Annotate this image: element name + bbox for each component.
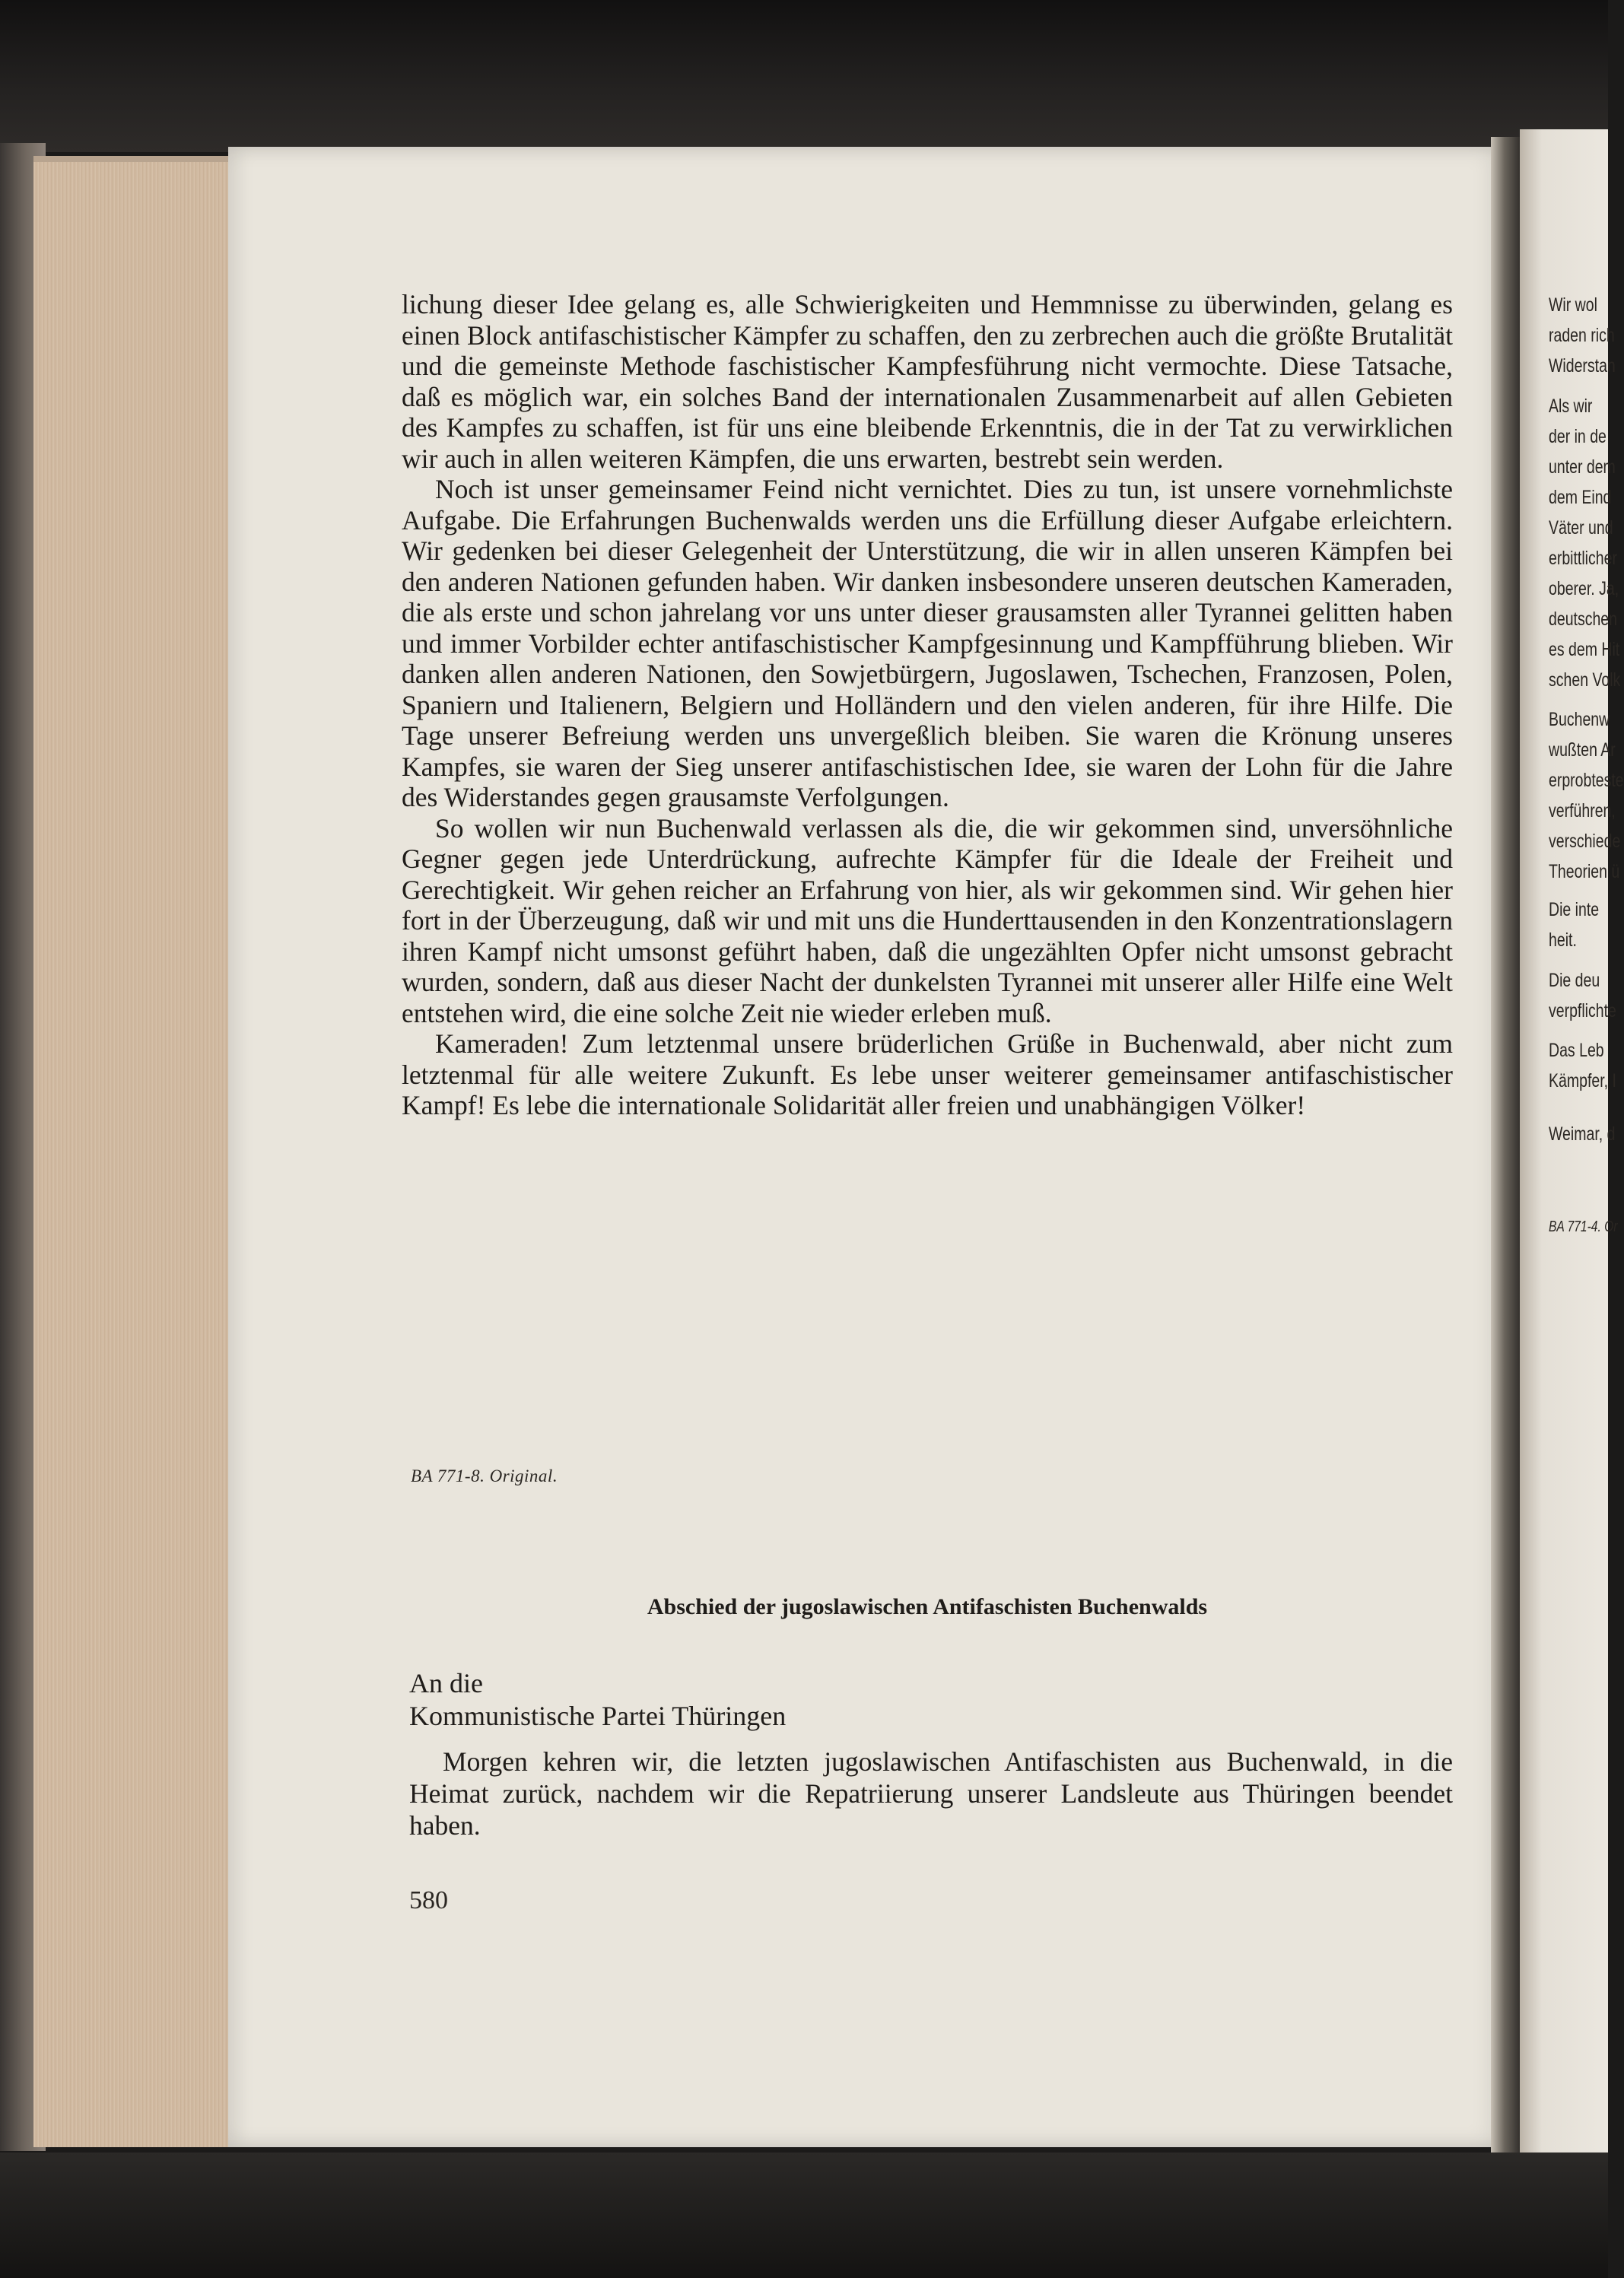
- facing-line: der in de: [1549, 426, 1607, 447]
- facing-line: wußten Ar: [1549, 739, 1616, 761]
- facing-line: heit.: [1549, 929, 1577, 951]
- facing-line: Als wir: [1549, 396, 1593, 417]
- paragraph-2: Noch ist unser gemeinsamer Feind nicht vernichtet. Dies zu tun, ist unsere vornehmlichste Aufgabe. Die Erfahrungen Buchenwalds werden uns die Erfüllung dieser Aufgabe erleichtern. Wir gedenken bei dieser Gelegenheit der Unterstützung, die wir in allen unseren Kämpfen bei den anderen Nationen gefunden haben. Wir danken insbesondere unseren deutschen Kameraden, die als erste und schon jahrelang vor uns unter dieser grausamsten aller Tyrannei gelitten haben und immer Vorbilder echter antifaschistischer Kampfgesinnung und Kampfführung blieben. Wir danken allen anderen Nationen, den Sowjetbürgern, Jugoslawen, Tschechen, Franzosen, Polen, Spaniern und Italienern, Belgiern und Holländern und den vielen anderen, für ihre Hilfe. Die Tage unserer Befreiung werden uns unvergeßlich bleiben. Sie waren die Krönung unseres Kampfes, sie waren der Sieg unserer antifaschistischen Idee, sie waren der Lohn für die Jahre des Widerstandes gegen grausamste Verfolgungen.: [402, 474, 1453, 812]
- paragraph-4: Kameraden! Zum letztenmal unsere brüderlichen Grüße in Buchenwald, aber nicht zum letztenmal für alle weitere Zukunft. Es lebe unser weiterer gemeinsamer antifaschistischer Kampf! Es lebe die internationale Solidarität aller freien und unabhängigen Völker!: [402, 1028, 1453, 1120]
- source-citation: BA 771-8. Original.: [411, 1466, 558, 1485]
- facing-line: Die deu: [1549, 970, 1600, 991]
- facing-line: Kämpfer, I: [1549, 1070, 1616, 1091]
- facing-line: Weimar, d: [1549, 1123, 1616, 1145]
- facing-line: Theorien ü: [1549, 861, 1620, 882]
- main-text: [402, 289, 1453, 1121]
- book-cover-top: [0, 0, 1608, 152]
- address-line-1: An die: [409, 1668, 483, 1698]
- facing-line: oberer. Ja,: [1549, 578, 1619, 599]
- facing-line: raden rich: [1549, 325, 1615, 346]
- facing-line: verführen,: [1549, 800, 1616, 821]
- facing-line: Buchenw: [1549, 709, 1610, 730]
- page-number: 580: [409, 1886, 448, 1914]
- facing-line: deutschen: [1549, 608, 1617, 630]
- facing-line: erbittlicher: [1549, 548, 1617, 569]
- facing-line: Das Leb: [1549, 1040, 1604, 1061]
- paragraph-3: So wollen wir nun Buchenwald verlassen als die, die wir gekommen sind, unversöhnliche Gegner gegen jede Unterdrückung, aufrechte Kämpfer für die Ideale der Freiheit und Gerechtigkeit. Wir gehen reicher an Erfahrung von hier, als wir gekommen sind. Wir gehen hier fort in der Überzeugung, daß wir und mit uns die Hunderttausenden in den Konzentrationslagern ihren Kampf nicht umsonst geführt haben, daß die ungezählten Opfer nicht umsonst gebracht wurden, sondern, daß aus dieser Nacht der dunkelsten Tyrannei mit unserer aller Hilfe eine Welt entstehen wird, die eine solche Zeit nie wieder erleben muß.: [402, 812, 1453, 1028]
- section-heading: Abschied der jugoslawischen Antifaschisten Buchenwalds: [647, 1594, 1208, 1619]
- book-cover-bottom: [0, 2153, 1608, 2278]
- facing-line: unter dem: [1549, 456, 1616, 478]
- facing-source: BA 771-4. Or: [1549, 1218, 1618, 1235]
- paragraph-1: lichung dieser Idee gelang es, alle Schwierigkeiten und Hemmnisse zu überwinden, gelang es einen Block antifaschistischer Kämpfer zu schaffen, den zu zerbrechen auch die größte Brutalität und die gemeinste Methode faschistischer Kampfesführung nicht vermochte. Diese Tatsache, daß es möglich war, ein solches Band der internationalen Zusammenarbeit auf allen Gebieten des Kampfes zu schaffen, ist für uns eine bleibende Erkenntnis, die in der Tat zu verwirklichen wir auch in allen weiteren Kämpfen, die uns erwarten, bestrebt sein werden.: [402, 289, 1453, 474]
- address-line-2: Kommunistische Partei Thüringen: [409, 1701, 787, 1731]
- facing-line: verpflichte: [1549, 1000, 1616, 1021]
- facing-line: dem Eind: [1549, 487, 1612, 508]
- facing-line: Wir wol: [1549, 294, 1597, 316]
- facing-line: Väter und: [1549, 517, 1613, 539]
- facing-line: erprobteste: [1549, 770, 1624, 791]
- letter-body: Morgen kehren wir, die letzten jugoslawischen Antifaschisten aus Buchenwald, in die Heimat zurück, nachdem wir die Repatriierung unserer Landsleute aus Thüringen beendet haben.: [409, 1746, 1453, 1841]
- facing-line: Widerstan: [1549, 355, 1616, 376]
- facing-line: es dem Hit: [1549, 639, 1620, 660]
- facing-page: [1520, 129, 1624, 2168]
- book-gutter: [1491, 137, 1521, 2160]
- facing-line: schen Volk: [1549, 669, 1621, 691]
- facing-line: verschiede: [1549, 831, 1621, 852]
- facing-line: Die inte: [1549, 899, 1600, 920]
- page-stack-edge: [33, 156, 230, 2147]
